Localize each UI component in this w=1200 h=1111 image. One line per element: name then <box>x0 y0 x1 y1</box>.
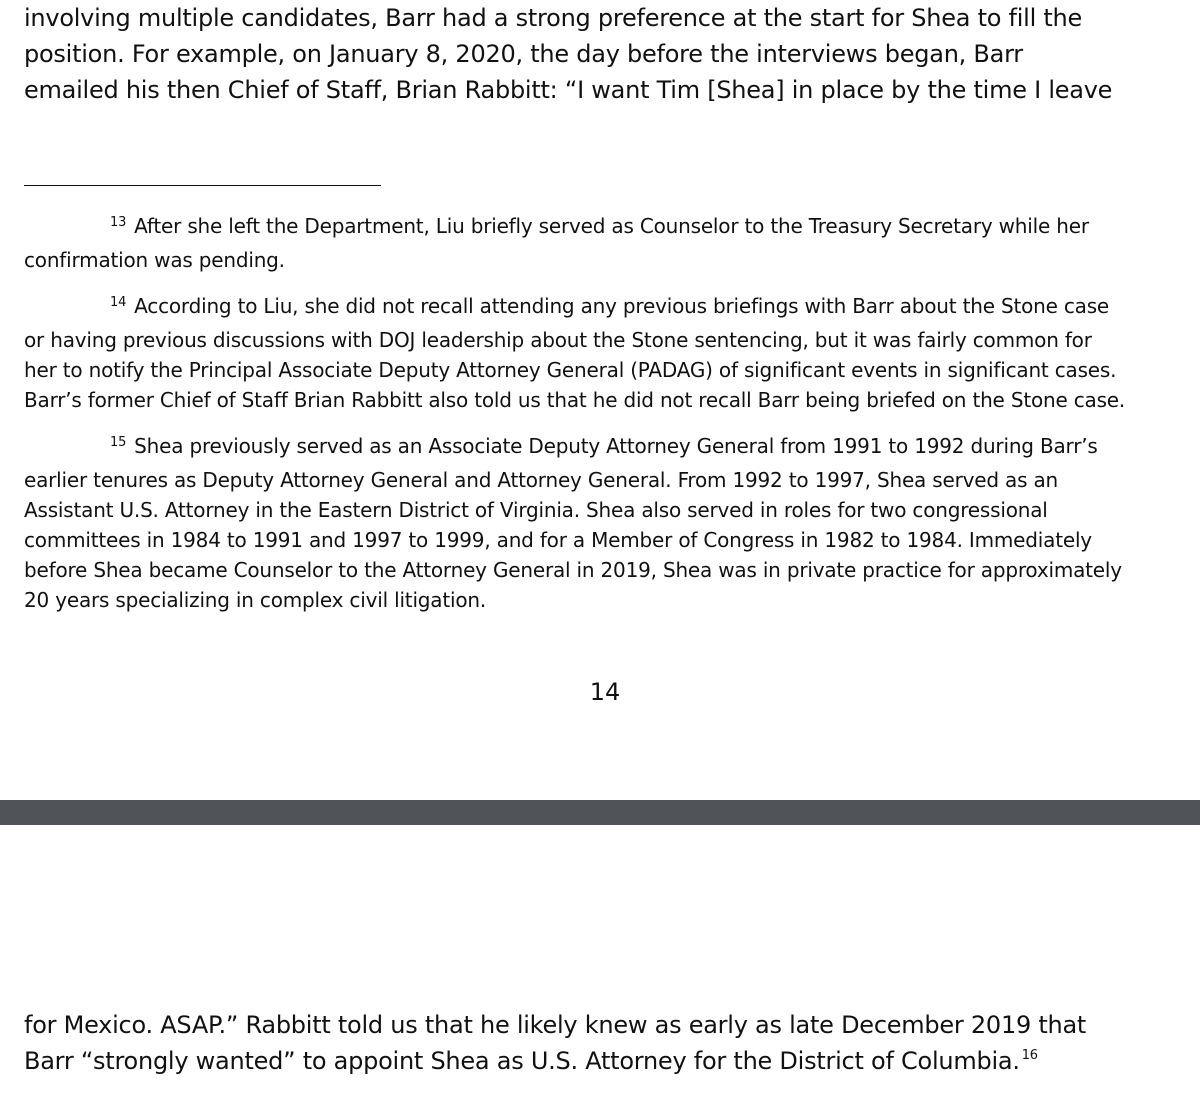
footnote-line <box>24 431 1184 465</box>
footnote-14 <box>24 291 1184 415</box>
footnotes-section <box>24 211 1184 631</box>
footnote-number: 13 <box>110 215 127 230</box>
footnote-line: or having previous discussions with DOJ leadership about the Stone sentencing, but it was fairly common for <box>24 328 1092 352</box>
footnote-text: After she left the Department, Liu briefly served as Counselor to the Treasury Secretary while her <box>134 214 1089 238</box>
footnote-line <box>24 291 1184 325</box>
footnote-line: confirmation was pending. <box>24 248 285 272</box>
footnote-line: her to notify the Principal Associate Deputy Attorney General (PADAG) of significant events in significant cases. <box>24 358 1117 382</box>
footnote-line: Barr’s former Chief of Staff Brian Rabbitt also told us that he did not recall Barr being briefed on the Stone case. <box>24 388 1126 412</box>
footnote-line: Assistant U.S. Attorney in the Eastern District of Virginia. Shea also served in roles for two congressional <box>24 498 1048 522</box>
footnote-separator-rule <box>24 185 381 186</box>
footnote-reference[interactable]: 16 <box>1021 1048 1038 1063</box>
footnote-line <box>24 211 1184 245</box>
footnote-text: Shea previously served as an Associate Deputy Attorney General from 1991 to 1992 during Barr’s <box>134 434 1098 458</box>
footnote-number: 14 <box>110 295 127 310</box>
footnote-line: committees in 1984 to 1991 and 1997 to 1999, and for a Member of Congress in 1982 to 1984. Immediately <box>24 528 1092 552</box>
body-paragraph <box>24 0 1184 108</box>
body-paragraph <box>24 1007 1184 1084</box>
footnote-number: 15 <box>110 435 127 450</box>
body-line <box>24 1043 1184 1084</box>
page-break-separator <box>0 800 1200 825</box>
document-page-15 <box>0 825 1200 1111</box>
footnote-text: According to Liu, she did not recall attending any previous briefings with Barr about the Stone case <box>134 294 1110 318</box>
footnote-line: earlier tenures as Deputy Attorney General and Attorney General. From 1992 to 1997, Shea served as an <box>24 468 1058 492</box>
body-line: for Mexico. ASAP.” Rabbitt told us that he likely knew as early as late December 2019 that <box>24 1011 1087 1039</box>
footnote-15 <box>24 431 1184 615</box>
body-line: emailed his then Chief of Staff, Brian Rabbitt: “I want Tim [Shea] in place by the time I leave <box>24 76 1113 104</box>
footnote-13 <box>24 211 1184 275</box>
body-line: position. For example, on January 8, 2020, the day before the interviews began, Barr <box>24 40 1023 68</box>
footnote-line: before Shea became Counselor to the Attorney General in 2019, Shea was in private practice for approximately <box>24 558 1122 582</box>
body-line-text: Barr “strongly wanted” to appoint Shea as U.S. Attorney for the District of Columbia. <box>24 1047 1020 1075</box>
body-line: involving multiple candidates, Barr had a strong preference at the start for Shea to fill the <box>24 4 1083 32</box>
page-number: 14 <box>589 678 621 706</box>
footnote-line: 20 years specializing in complex civil litigation. <box>24 588 487 612</box>
